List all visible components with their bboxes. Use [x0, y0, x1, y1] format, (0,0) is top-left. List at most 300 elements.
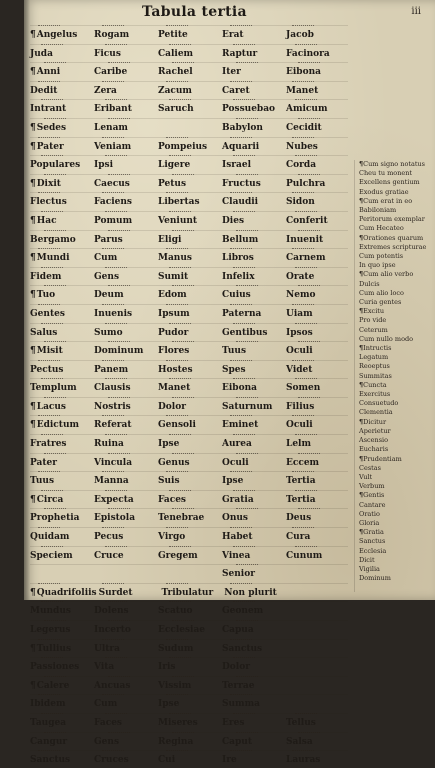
headword-line: [30, 104, 348, 116]
table-cell: Sanctus: [222, 643, 263, 654]
table-row: [30, 377, 348, 396]
table-row: [30, 61, 348, 80]
marginal-note-line: Exercitus: [359, 390, 391, 399]
table-cell: Manna: [94, 476, 129, 487]
table-cell: Faciens: [94, 197, 132, 208]
book-page: [24, 0, 435, 766]
table-cell: Dies: [222, 215, 245, 226]
table-cell: Ancuas: [94, 680, 131, 691]
marginal-notes-column: [354, 160, 434, 592]
marginal-note-line: Ecclesia: [359, 546, 387, 555]
table-row: [30, 284, 348, 303]
table-cell: Conferit: [286, 215, 328, 226]
table-cell: Eligi: [158, 234, 182, 245]
marginal-note-line: Legatum: [359, 353, 389, 362]
table-cell: Jacob: [286, 30, 314, 40]
marginal-note-line: Sanctus: [359, 537, 386, 546]
table-cell: [286, 681, 348, 693]
table-cell: Taugea: [30, 717, 67, 728]
table-cell: Ire: [222, 755, 237, 766]
marginal-note-line: Dulcis: [359, 279, 380, 288]
marginal-note-line: ¶ Intructis: [359, 344, 434, 353]
table-row: [30, 136, 348, 155]
table-row: [30, 24, 348, 43]
marginal-note-line: ¶ Cum erat in eo: [359, 197, 434, 206]
table-cell: Oculi: [286, 346, 313, 357]
table-cell: Speciem: [30, 550, 73, 561]
table-cell: Oculi: [222, 457, 249, 468]
table-cell: Cui: [158, 755, 176, 766]
marginal-note-line: Cheu tu monent: [359, 169, 413, 178]
table-cell: Ligere: [158, 160, 191, 171]
table-cell: Petus: [158, 178, 187, 189]
table-cell: Scatuo: [158, 606, 193, 617]
table-cell: Erat: [222, 30, 244, 40]
table-cell: [158, 569, 220, 581]
table-row: [30, 619, 348, 638]
table-row: [30, 210, 348, 229]
table-row: [30, 656, 348, 675]
table-cell: Virgo: [158, 532, 186, 543]
table-cell: Panem: [94, 364, 129, 375]
table-cell: Corda: [286, 160, 317, 171]
table-cell: Eibona: [222, 383, 257, 394]
table-cell: Genus: [158, 457, 190, 468]
table-row: [30, 359, 348, 378]
table-cell: Ultra: [94, 643, 120, 654]
table-cell: Filius: [286, 401, 315, 412]
table-row: [30, 489, 348, 508]
table-row: [30, 229, 348, 248]
headword-line: [30, 569, 348, 581]
table-cell: Gratia: [222, 494, 254, 505]
table-cell: Eccem: [286, 457, 320, 468]
marginal-note-line: ¶ Cuncta: [359, 381, 434, 390]
table-cell: Veniunt: [158, 215, 198, 226]
headword-line: [30, 495, 348, 507]
table-row: [30, 80, 348, 99]
table-cell: Caecus: [94, 178, 130, 189]
table-cell: Possuebao: [222, 104, 276, 115]
table-cell: Cruces: [94, 755, 129, 766]
headword-line: [30, 737, 348, 749]
headword-line: [30, 30, 348, 42]
table-cell: Iter: [222, 67, 241, 78]
table-cell: Salsa: [286, 736, 313, 747]
table-cell: [287, 588, 348, 600]
marginal-note-line: Exodus gratiae: [359, 187, 409, 196]
headword-line: [30, 699, 348, 711]
table-cell: [94, 569, 156, 581]
table-cell: Rachel: [158, 67, 193, 78]
table-cell: Veniam: [94, 141, 132, 152]
table-cell: Mundus: [30, 606, 71, 617]
table-cell: Flores: [158, 346, 190, 357]
headword-line: [30, 235, 348, 247]
table-cell: Epistola: [94, 513, 136, 524]
table-cell: Tenebrae: [158, 513, 205, 524]
table-cell: Tertia: [286, 494, 316, 505]
table-cell: Oculi: [286, 420, 313, 431]
table-cell: Fidem: [30, 271, 62, 282]
table-cell: Cura: [286, 532, 311, 543]
table-cell: Israel: [222, 160, 251, 171]
table-cell: Gensoli: [158, 420, 196, 431]
table-cell: Pater: [30, 457, 57, 468]
table-cell: Eminet: [222, 420, 259, 431]
table-cell: Pudor: [158, 327, 189, 338]
table-cell: [286, 662, 348, 674]
table-row: [30, 526, 348, 545]
marginal-note-line: Aperietur: [359, 426, 391, 435]
table-cell: Caribe: [94, 67, 128, 78]
marginal-note-line: Verbum: [359, 482, 385, 491]
table-cell: Capua: [222, 625, 254, 635]
table-cell: Paterna: [222, 308, 262, 319]
table-cell: Infelix: [222, 271, 255, 282]
table-cell: [286, 625, 348, 637]
table-cell: Somen: [286, 383, 321, 394]
table-cell: Hostes: [158, 364, 193, 375]
marginal-note-line: Gloria: [359, 518, 380, 527]
table-cell: Tuus: [222, 346, 247, 357]
marginal-note-line: Vult: [359, 472, 373, 481]
table-cell: Zacum: [158, 85, 192, 96]
table-cell: Libertas: [158, 197, 200, 208]
table-cell: Caret: [222, 85, 250, 96]
table-cell: Ipse: [158, 699, 180, 710]
table-cell: ¶ Misit: [30, 346, 92, 358]
table-cell: ¶ Lacus: [30, 402, 92, 414]
table-cell: Non plurit: [224, 587, 277, 598]
table-cell: Sidon: [286, 197, 315, 208]
marginal-note-line: Oratio: [359, 509, 380, 518]
table-cell: Sudum: [158, 643, 194, 654]
table-row: [30, 117, 348, 136]
table-row: [30, 414, 348, 433]
table-cell: Habet: [222, 532, 253, 543]
table-row: [30, 712, 348, 731]
table-cell: Summa: [222, 699, 260, 710]
table-cell: ¶ Circa: [30, 495, 92, 507]
table-row: [30, 98, 348, 117]
table-cell: ¶ Pater: [30, 142, 92, 154]
table-row: [30, 693, 348, 712]
table-cell: Geonem: [222, 606, 264, 617]
marginal-note-line: Ascensio: [359, 436, 389, 445]
table-cell: Sanctus: [30, 755, 71, 766]
table-cell: [286, 569, 348, 581]
table-cell: [286, 644, 348, 656]
table-cell: Raptur: [222, 48, 258, 59]
table-cell: Miseres: [158, 717, 198, 728]
table-cell: Vinea: [222, 550, 251, 561]
headword-line: [30, 513, 348, 525]
table-cell: Prophetia: [30, 513, 80, 524]
folio-number: iii: [411, 6, 421, 17]
table-cell: ¶ Calere: [30, 681, 92, 693]
table-cell: Ecclesiae: [158, 625, 206, 635]
table-cell: Bellum: [222, 234, 259, 245]
headword-line: [30, 67, 348, 79]
marginal-note-line: Pro vide: [359, 316, 387, 325]
table-cell: Ruina: [94, 439, 124, 450]
headword-line: [30, 197, 348, 209]
table-cell: Flectus: [30, 197, 67, 208]
headword-line: [30, 644, 348, 656]
table-cell: Zera: [94, 85, 117, 96]
page-title: Tabula tertia: [142, 4, 247, 20]
table-cell: Tellus: [286, 717, 316, 728]
marginal-note-line: Cum potentis: [359, 252, 404, 261]
table-cell: Fratres: [30, 439, 67, 450]
headword-line: [30, 439, 348, 451]
table-row: [30, 563, 348, 582]
table-cell: Ipsi: [94, 160, 113, 171]
table-cell: Nostris: [94, 401, 131, 412]
table-cell: Expecta: [94, 494, 134, 505]
table-cell: Referat: [94, 420, 132, 431]
marginal-note-line: Curia gentes: [359, 298, 402, 307]
table-cell: Cum: [94, 699, 118, 710]
table-row: [30, 433, 348, 452]
table-cell: Claudii: [222, 197, 259, 208]
headword-line: [30, 681, 348, 693]
table-cell: Rogam: [94, 30, 130, 40]
headword-line: [30, 402, 348, 414]
headword-line: [30, 272, 348, 284]
table-cell: Tuus: [30, 476, 55, 487]
marginal-note-line: Vigilia: [359, 564, 380, 573]
table-cell: Ipse: [222, 476, 244, 487]
marginal-note-line: Cum alio loco: [359, 288, 404, 297]
table-cell: Ibidem: [30, 699, 66, 710]
table-cell: Incerto: [94, 625, 131, 635]
table-cell: Inuenis: [94, 308, 133, 319]
table-cell: Deum: [94, 290, 124, 301]
headword-line: [30, 718, 348, 730]
table-cell: Lenam: [94, 122, 128, 133]
running-header: [24, 2, 435, 22]
marginal-note-line: ¶ Gentis: [359, 491, 434, 500]
table-cell: Nemo: [286, 290, 316, 301]
headword-line: [30, 383, 348, 395]
headword-line: [30, 142, 348, 154]
headword-line: [30, 290, 348, 302]
headword-line: [30, 216, 348, 228]
table-cell: Ipse: [158, 439, 180, 450]
table-cell: Eres: [222, 717, 245, 728]
table-cell: ¶ Mundi: [30, 253, 92, 265]
table-cell: Populares: [30, 160, 81, 171]
table-cell: Onus: [222, 513, 248, 524]
table-cell: ¶ Quadrifoliis: [30, 588, 97, 600]
table-cell: [286, 699, 348, 711]
table-cell: Faces: [94, 717, 123, 728]
table-cell: Deus: [286, 513, 312, 524]
table-cell: Babylon: [222, 122, 263, 133]
table-cell: Eribant: [94, 104, 132, 115]
marginal-note-line: Reoeptus: [359, 362, 390, 371]
table-cell: Vincula: [94, 457, 133, 468]
marginal-note-line: Peritorum exemplar: [359, 215, 425, 224]
headword-line: [30, 420, 348, 432]
table-cell: Quidam: [30, 532, 70, 543]
headword-line: [30, 86, 348, 98]
table-cell: Gens: [94, 736, 120, 747]
marginal-note-line: ¶ Cum alio verbo: [359, 270, 434, 279]
index-table: [30, 24, 348, 766]
table-cell: Lauras: [286, 755, 321, 766]
table-row: [30, 749, 348, 768]
table-cell: Amicum: [286, 104, 328, 115]
table-row: [30, 322, 348, 341]
table-cell: ¶ Dixit: [30, 179, 92, 191]
table-row: [30, 247, 348, 266]
marginal-note-line: Summitas: [359, 371, 392, 380]
table-cell: Terrae: [222, 680, 255, 691]
table-cell: ¶ Edictum: [30, 420, 92, 432]
table-cell: Sumo: [94, 327, 123, 338]
table-row: [30, 191, 348, 210]
table-cell: Manus: [158, 253, 192, 264]
table-cell: Lelm: [286, 439, 311, 450]
table-cell: Templum: [30, 383, 77, 394]
table-row: [30, 173, 348, 192]
table-row: [30, 600, 348, 619]
marginal-note-line: Eucharis: [359, 445, 389, 454]
table-cell: ¶ Tullius: [30, 644, 92, 656]
table-row: [30, 154, 348, 173]
table-cell: Vita: [94, 662, 115, 673]
marginal-note-line: Ceterum: [359, 325, 388, 334]
headword-line: [30, 625, 348, 637]
headword-line: [30, 662, 348, 674]
table-cell: Saruch: [158, 104, 194, 115]
marginal-note-line: ¶ Dicitur: [359, 418, 434, 427]
headword-line: [30, 49, 348, 61]
table-cell: Eibona: [286, 67, 321, 78]
headword-line: [30, 160, 348, 172]
headword-line: [30, 179, 348, 191]
headword-line: [30, 551, 348, 563]
table-cell: Parus: [94, 234, 123, 245]
table-cell: Aurea: [222, 439, 252, 450]
table-cell: [158, 123, 220, 135]
headword-line: [30, 123, 348, 135]
table-cell: Pectus: [30, 364, 64, 375]
headword-line: [30, 532, 348, 544]
marginal-note-line: Cum nullo modo: [359, 334, 414, 343]
headword-line: [30, 755, 348, 767]
marginal-note-line: Extremes scripturae: [359, 242, 427, 251]
marginal-note-line: Cum Hecateo: [359, 224, 404, 233]
table-cell: Libros: [222, 253, 254, 264]
table-cell: ¶ Angelus: [30, 30, 92, 42]
table-cell: Ipsos: [286, 327, 313, 338]
table-row: [30, 470, 348, 489]
table-cell: Pomum: [94, 215, 133, 226]
table-cell: ¶ Tuo: [30, 290, 92, 302]
table-cell: ¶ Sedes: [30, 123, 92, 135]
table-cell: Gregem: [158, 550, 198, 561]
headword-line: [30, 346, 348, 358]
table-cell: Cum: [94, 253, 118, 264]
headword-line: [30, 606, 348, 618]
table-cell: Surdet: [98, 587, 133, 598]
headword-line: [30, 365, 348, 377]
table-cell: Tertia: [286, 476, 316, 487]
table-cell: Dolor: [158, 401, 186, 412]
table-cell: Cangur: [30, 736, 68, 747]
table-cell: Regina: [158, 736, 194, 747]
table-row: [30, 266, 348, 285]
marginal-note-line: Babiloniam: [359, 206, 397, 215]
table-cell: [30, 569, 92, 581]
table-cell: Carnem: [286, 253, 326, 264]
table-cell: Manet: [286, 85, 319, 96]
table-cell: Legerus: [30, 625, 71, 635]
table-row: [30, 731, 348, 750]
table-cell: Gentibus: [222, 327, 268, 338]
table-cell: Saturnum: [222, 401, 273, 412]
table-cell: Ficus: [94, 48, 121, 59]
table-cell: Orate: [286, 271, 315, 282]
table-cell: Ipsum: [158, 308, 190, 319]
table-cell: ¶ Anni: [30, 67, 92, 79]
headword-line: [30, 309, 348, 321]
table-cell: Clausis: [94, 383, 131, 394]
table-cell: Senior: [222, 569, 255, 580]
table-row: [30, 340, 348, 359]
table-cell: Nubes: [286, 141, 318, 152]
table-cell: Passiones: [30, 662, 80, 673]
table-cell: Cruce: [94, 550, 124, 561]
table-cell: Dominum: [94, 346, 144, 357]
marginal-note-line: In quo ipse: [359, 261, 396, 270]
table-cell: Gens: [94, 271, 120, 282]
table-cell: Edom: [158, 290, 187, 301]
table-cell: Spes: [222, 364, 246, 375]
table-cell: Uiam: [286, 308, 313, 319]
table-cell: Caput: [222, 736, 252, 747]
marginal-note-line: Excellens gentium: [359, 178, 420, 187]
table-cell: Bergamo: [30, 234, 76, 245]
table-cell: Cunum: [286, 550, 323, 561]
table-cell: Aquarii: [222, 141, 260, 152]
table-row: [30, 675, 348, 694]
marginal-note-line: ¶ Cum signo notatus: [359, 160, 434, 169]
table-cell: Fructus: [222, 178, 261, 189]
table-cell: Tribulatur: [161, 587, 214, 598]
table-cell: [286, 606, 348, 618]
table-cell: Pecus: [94, 532, 124, 543]
table-cell: Manet: [158, 383, 191, 394]
table-cell: Faces: [158, 494, 187, 505]
table-cell: Vissim: [158, 680, 192, 691]
table-cell: Pompeius: [158, 141, 208, 152]
table-row: [30, 545, 348, 564]
headword-line: [30, 253, 348, 265]
table-row: [30, 43, 348, 62]
table-row: [30, 396, 348, 415]
marginal-note-line: Clementia: [359, 408, 393, 417]
table-cell: Dedit: [30, 85, 58, 96]
table-cell: Caliem: [158, 48, 194, 59]
table-cell: Iris: [158, 662, 176, 673]
table-cell: ¶ Hac: [30, 216, 92, 228]
table-row: [30, 582, 348, 601]
